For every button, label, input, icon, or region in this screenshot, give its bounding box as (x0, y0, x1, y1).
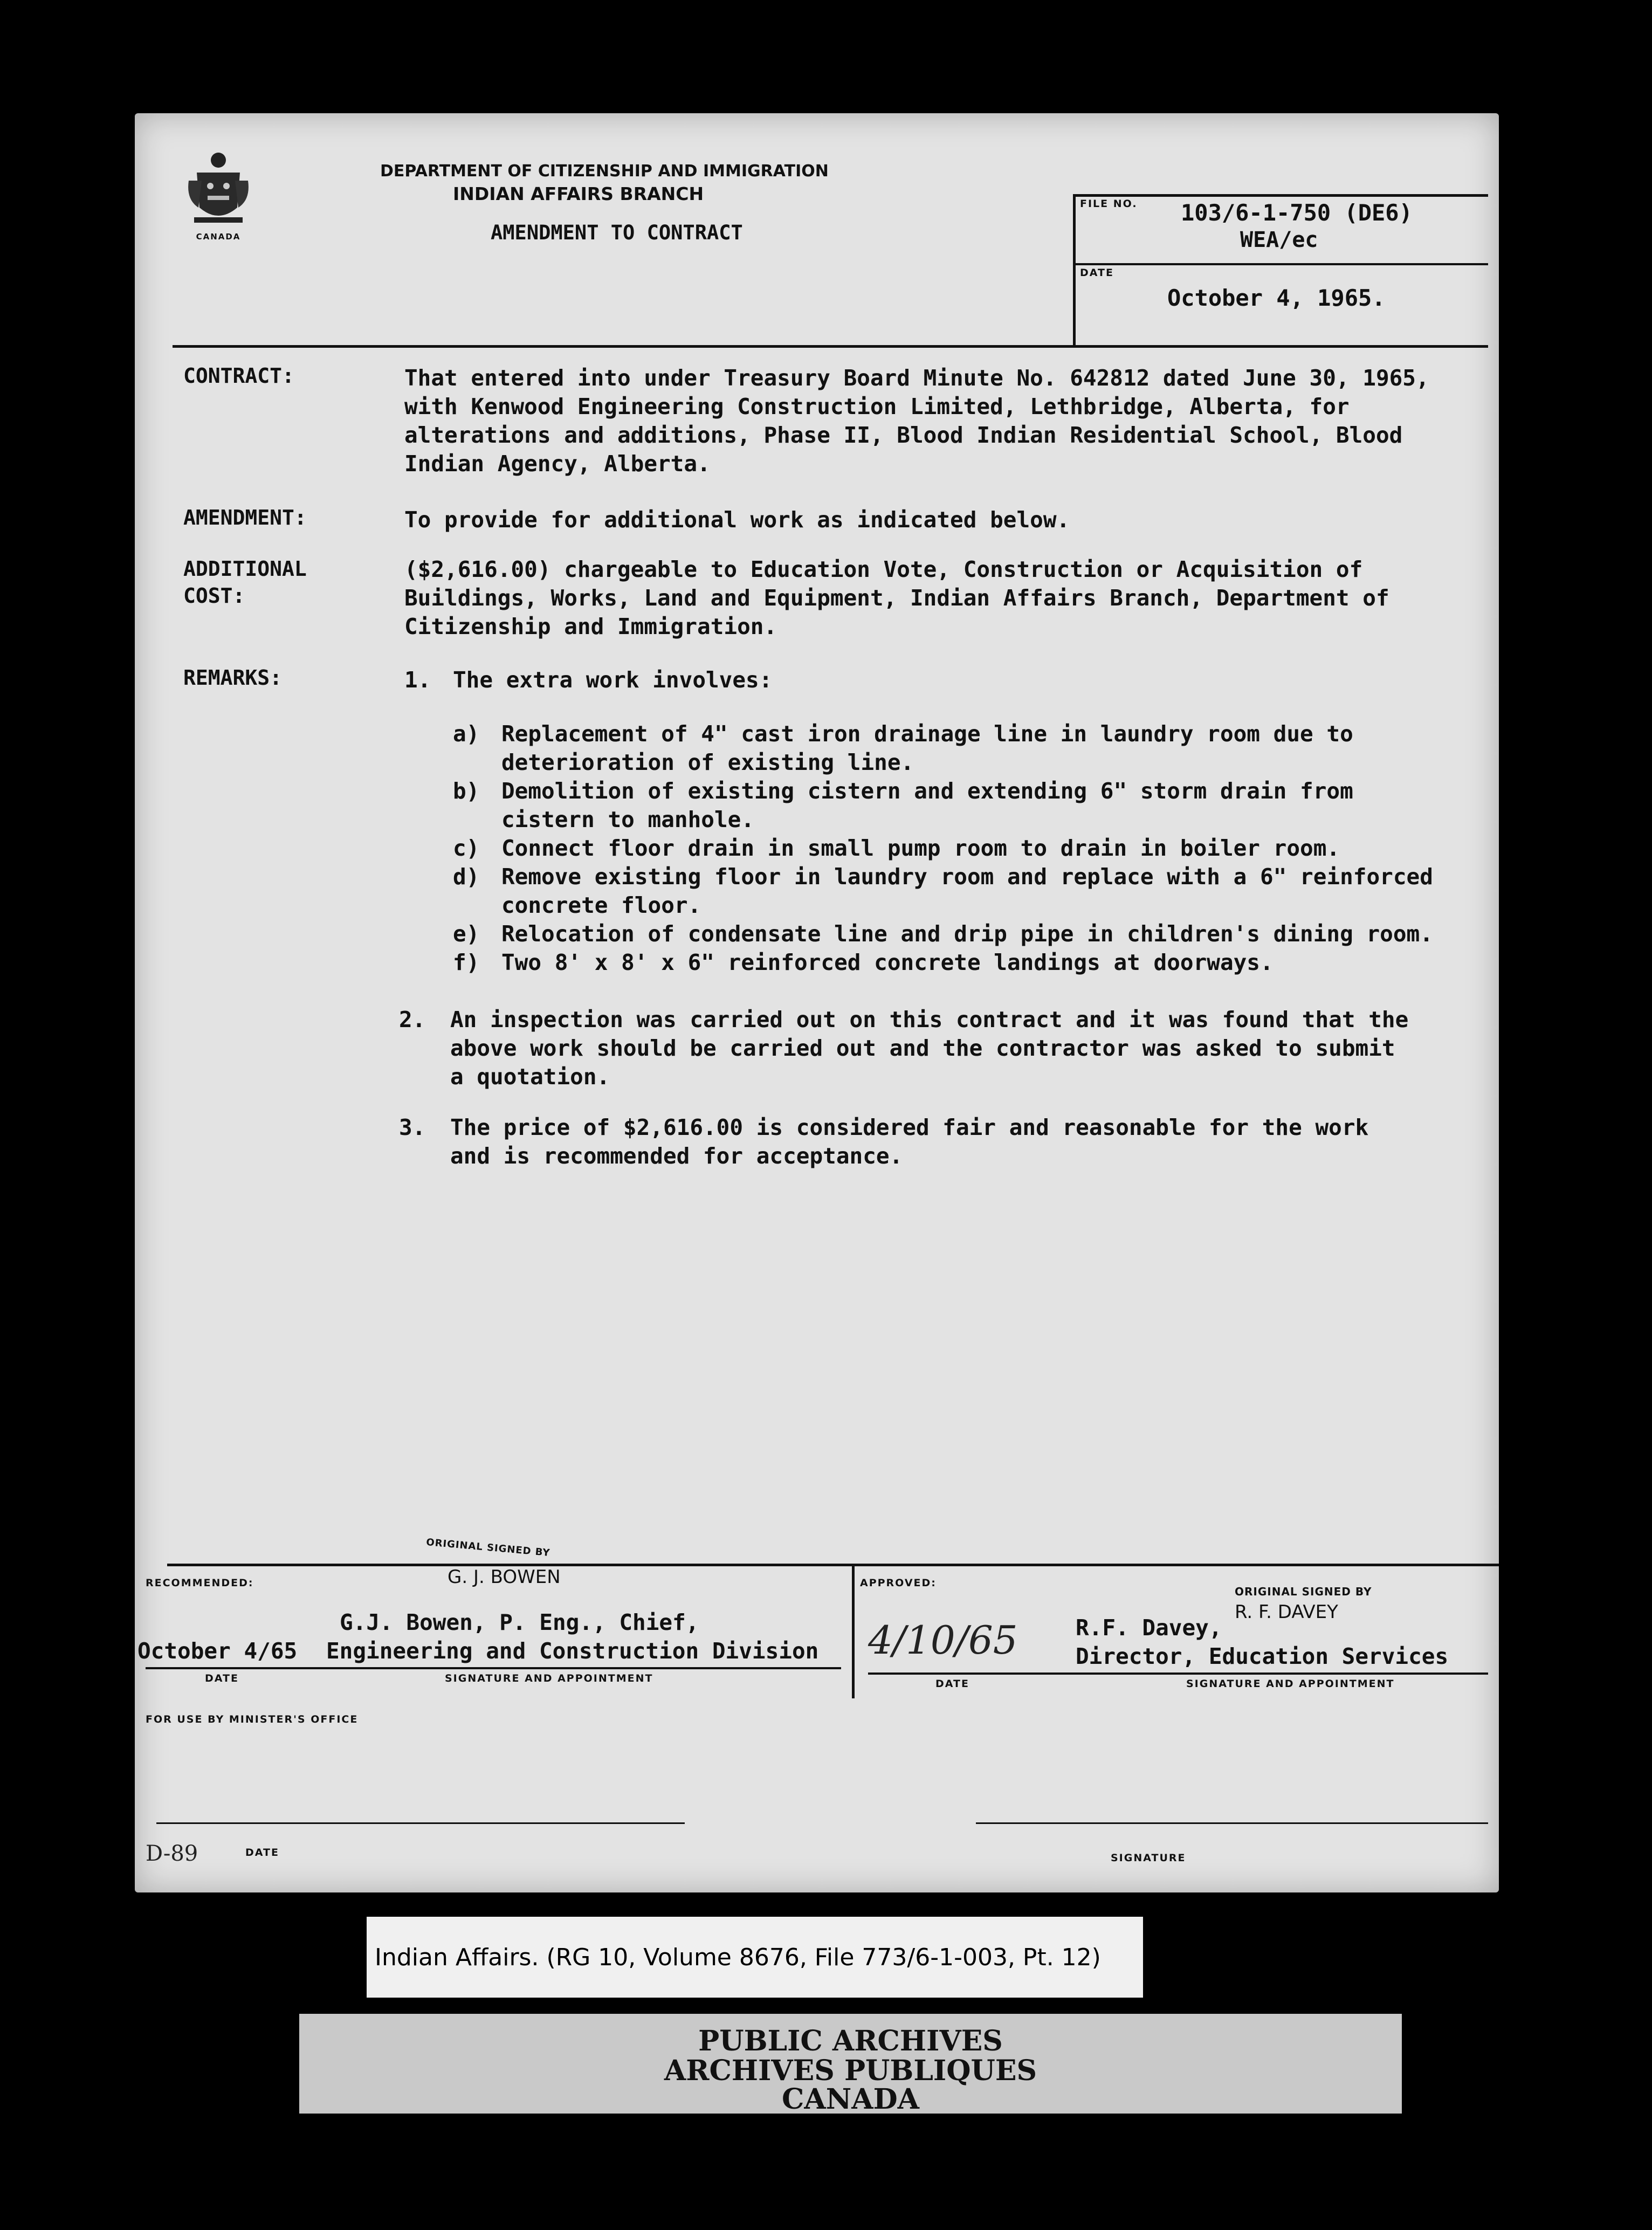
approved-label: APPROVED: (860, 1577, 937, 1589)
bottom-date-line (156, 1822, 685, 1824)
date-caption-right: DATE (935, 1678, 969, 1690)
signature-caption-right: SIGNATURE AND APPOINTMENT (1186, 1678, 1395, 1690)
bottom-signature-line (976, 1822, 1488, 1824)
contract-line: That entered into under Treasury Board Minute No. 642812 dated June 30, 1965, (404, 365, 1429, 391)
date-caption-left: DATE (205, 1672, 239, 1684)
branch-name: INDIAN AFFAIRS BRANCH (453, 183, 704, 204)
signer-left-name: G.J. Bowen, P. Eng., Chief, (340, 1609, 699, 1635)
coat-of-arms-seal (183, 148, 253, 240)
subitem-d: d) Remove existing floor in laundry room and replace with a 6" reinforced concrete floor. (453, 864, 1433, 918)
recommended-label: RECOMMENDED: (146, 1577, 254, 1589)
additional-cost-text (404, 555, 1389, 641)
remark-2-number: 2. (399, 1007, 426, 1033)
archive-stamp-line-1: PUBLIC ARCHIVES (698, 2025, 1003, 2057)
coat-of-arms-caption: CANADA (196, 232, 241, 242)
subitem-f: f) Two 8' x 8' x 6" reinforced concrete landings at doorways. (453, 949, 1274, 975)
file-box-top-rule (1073, 194, 1488, 197)
file-number: 103/6-1-750 (DE6) (1181, 199, 1413, 226)
original-signed-by-left: ORIGINAL SIGNED BY (425, 1536, 551, 1559)
signature-block-divider (852, 1564, 855, 1698)
archive-stamp-line-2: ARCHIVES PUBLIQUES (664, 2054, 1037, 2087)
remark-1-number: 1. (404, 667, 431, 693)
signer-right-title: Director, Education Services (1076, 1643, 1449, 1669)
remark-subitems (453, 720, 1477, 977)
archive-stamp-line-3: CANADA (781, 2083, 920, 2116)
public-archives-stamp (299, 2014, 1402, 2114)
left-signature-line (146, 1667, 841, 1669)
subitem-a: a) Replacement of 4" cast iron drainage line in laundry room due to deterioration of existing line. (453, 721, 1353, 775)
remarks-label: REMARKS: (183, 666, 283, 690)
remark-1-text: The extra work involves: (453, 667, 773, 693)
document-page (135, 113, 1499, 1892)
ministers-office-label: FOR USE BY MINISTER'S OFFICE (146, 1713, 359, 1725)
file-initials: WEA/ec (1240, 228, 1318, 252)
original-signed-by-right: ORIGINAL SIGNED BY (1235, 1585, 1372, 1598)
signature-block-top-rule (167, 1564, 1499, 1566)
cost-line: Citizenship and Immigration. (404, 614, 777, 639)
cost-line: Buildings, Works, Land and Equipment, Indian Affairs Branch, Department of (404, 585, 1389, 611)
signer-left-stamp: G. J. BOWEN (448, 1566, 561, 1588)
file-no-label: FILE NO. (1080, 198, 1138, 210)
file-box-left-rule (1073, 194, 1076, 345)
archive-citation-strip (367, 1917, 1143, 1998)
subitem-b: b) Demolition of existing cistern and extending 6" storm drain from cistern to manhole. (453, 778, 1353, 832)
remark-3-text: The price of $2,616.00 is considered fair and reasonable for the work and is recommended for acceptance. (450, 1114, 1369, 1169)
amendment-text: To provide for additional work as indicated below. (404, 507, 1070, 533)
signer-right-stamp: R. F. DAVEY (1235, 1601, 1338, 1623)
signer-left-title: Engineering and Construction Division (326, 1638, 819, 1664)
date-label: DATE (1080, 267, 1114, 279)
archive-citation: Indian Affairs. (RG 10, Volume 8676, File 773/6-1-003, Pt. 12) (375, 1944, 1101, 1971)
form-title: AMENDMENT TO CONTRACT (491, 221, 743, 244)
amendment-label: AMENDMENT: (183, 506, 307, 529)
contract-text (404, 364, 1429, 478)
subitem-e: e) Relocation of condensate line and drip pipe in children's dining room. (453, 921, 1433, 947)
recommended-date: October 4/65 (137, 1638, 298, 1664)
contract-line: with Kenwood Engineering Construction Limited, Lethbridge, Alberta, for (404, 394, 1350, 419)
signature-caption-left: SIGNATURE AND APPOINTMENT (445, 1672, 653, 1684)
department-name: DEPARTMENT OF CITIZENSHIP AND IMMIGRATION (380, 162, 829, 181)
signer-right-name: R.F. Davey, (1076, 1615, 1222, 1641)
remark-2-text: An inspection was carried out on this contract and it was found that the above work should be carried out and the contractor was asked to submit a quotation. (450, 1007, 1409, 1090)
contract-label: CONTRACT: (183, 364, 294, 388)
form-number: D-89 (146, 1841, 198, 1866)
header-rule (173, 345, 1488, 348)
date-caption-bottom: DATE (245, 1847, 279, 1859)
signature-caption-bottom: SIGNATURE (1111, 1852, 1186, 1864)
document-date: October 4, 1965. (1167, 285, 1386, 311)
contract-line: Indian Agency, Alberta. (404, 451, 711, 477)
approved-date-handwritten: 4/10/65 (868, 1618, 1018, 1663)
file-box-mid-rule (1073, 263, 1488, 265)
cost-line: ($2,616.00) chargeable to Education Vote, Construction or Acquisition of (404, 556, 1363, 582)
additional-cost-label: ADDITIONAL COST: (183, 557, 307, 608)
contract-line: alterations and additions, Phase II, Blood Indian Residential School, Blood (404, 422, 1403, 448)
right-signature-line (868, 1672, 1488, 1675)
subitem-c: c) Connect floor drain in small pump room to drain in boiler room. (453, 835, 1340, 861)
remark-3-number: 3. (399, 1114, 426, 1140)
